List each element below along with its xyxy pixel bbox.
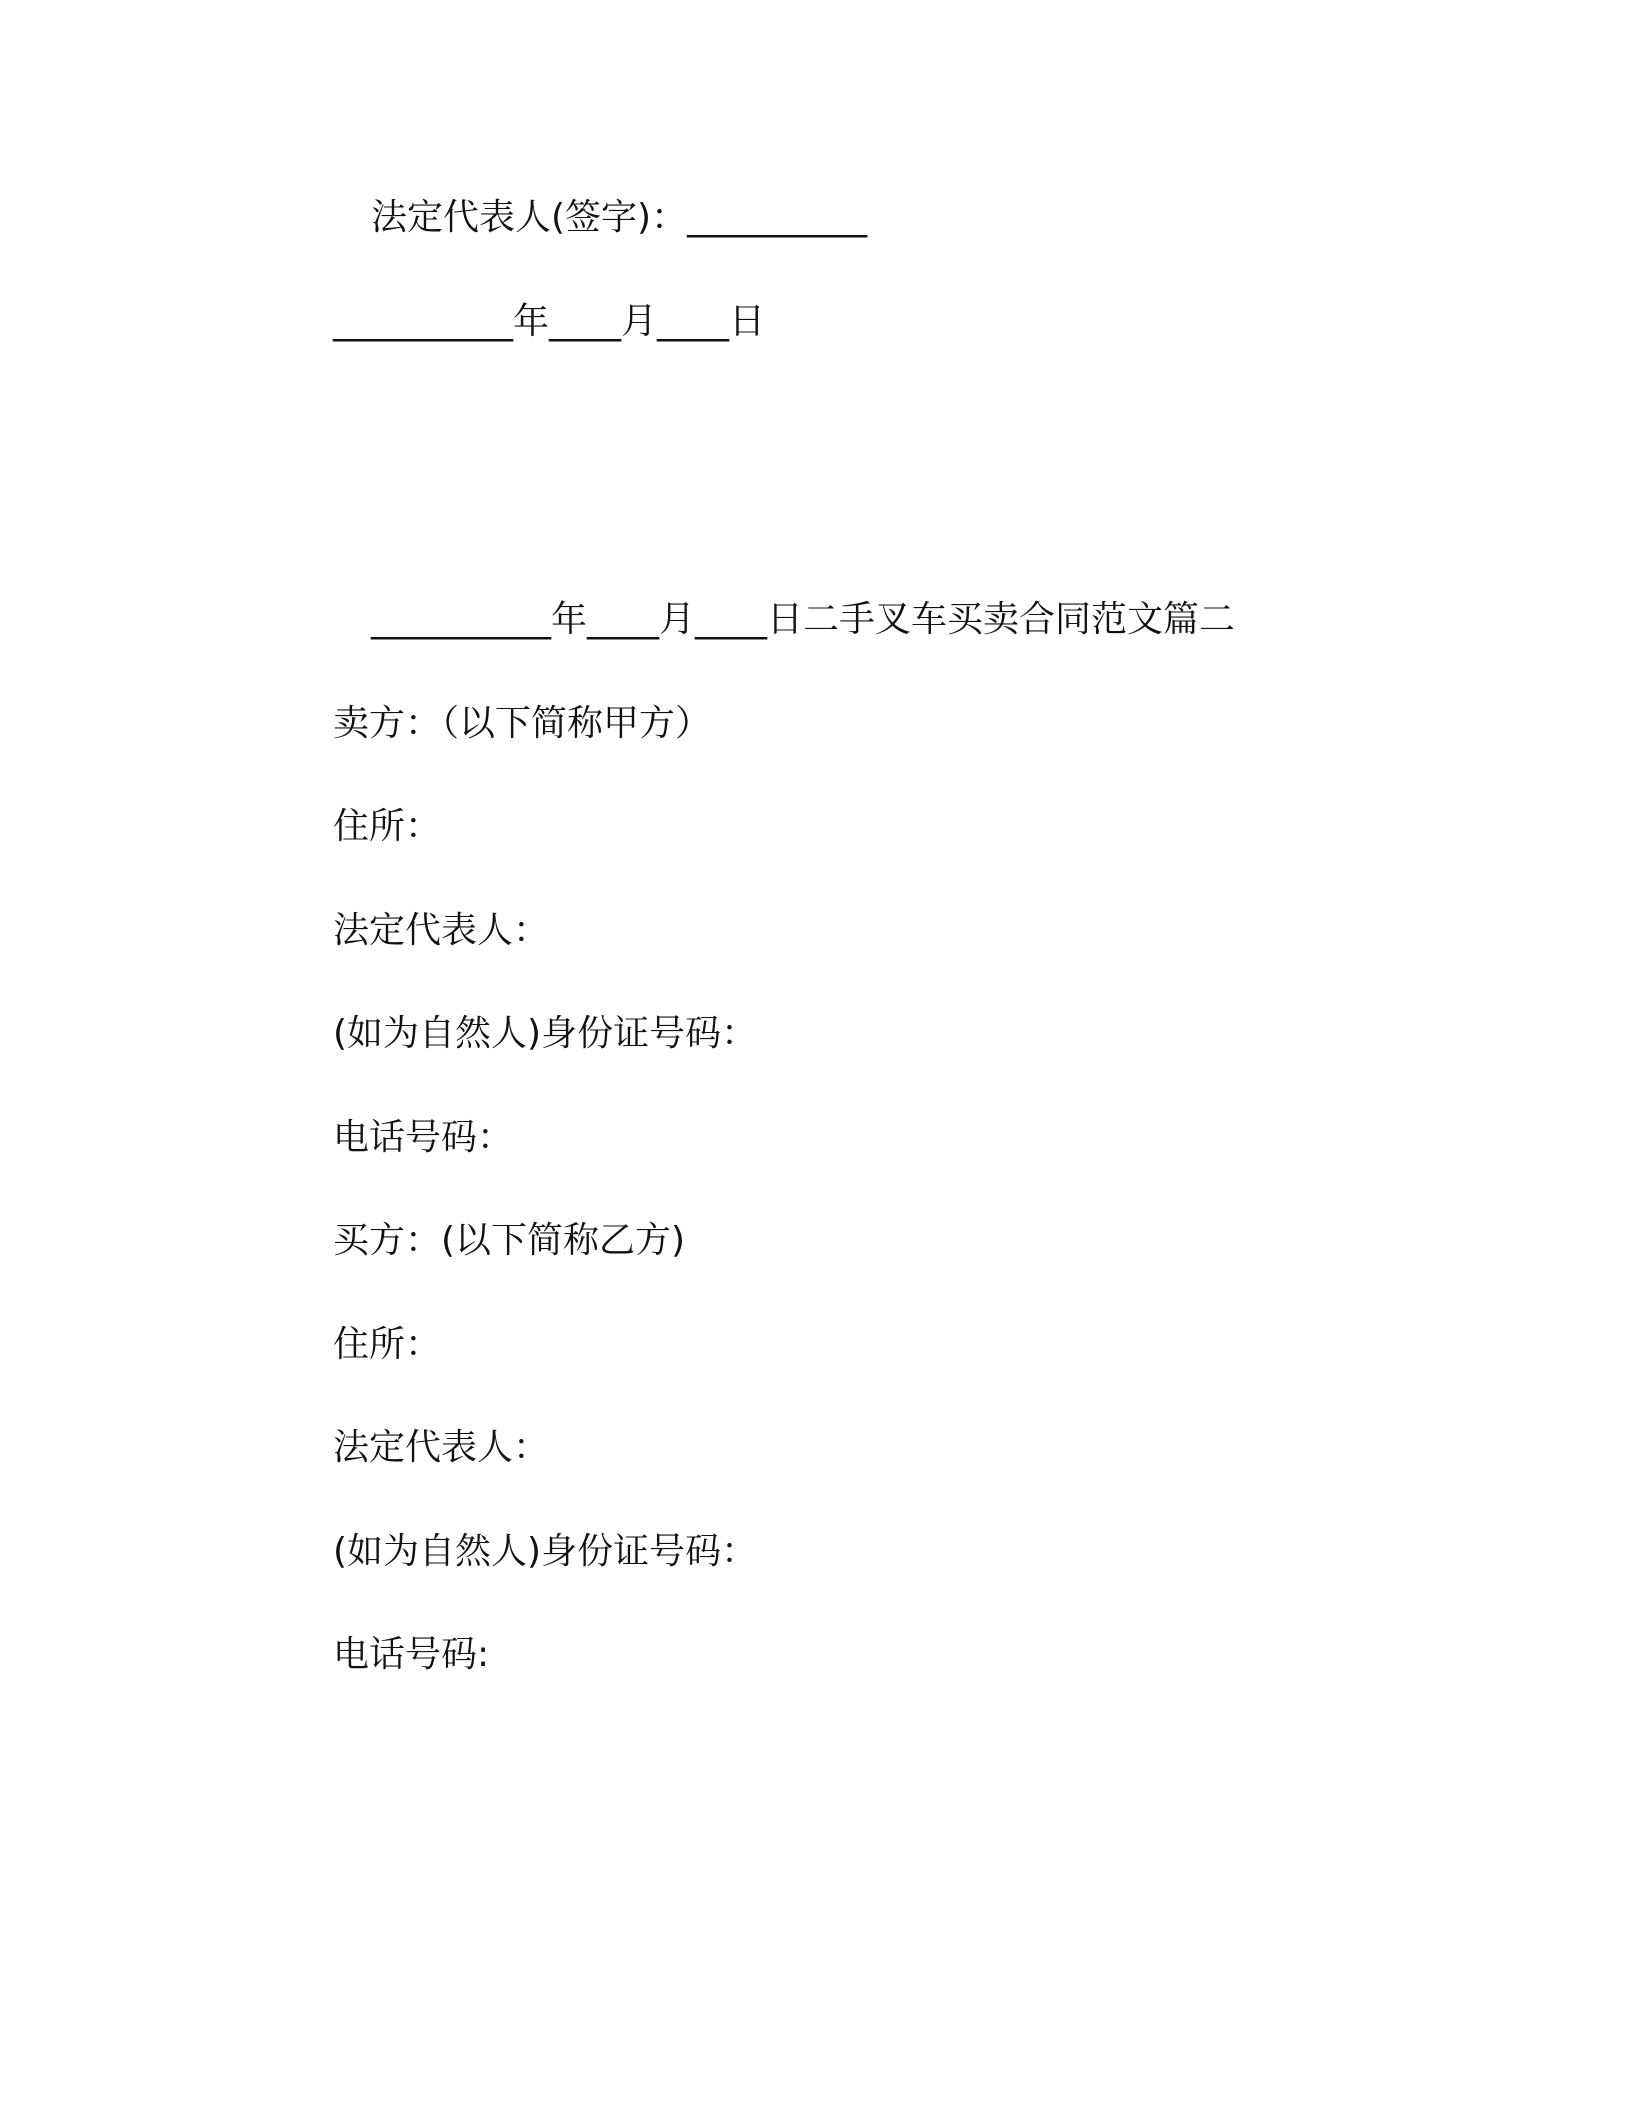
signature-line: 法定代表人(签字)：__________ [371,197,868,238]
seller-phone-label: 电话号码： [333,1117,514,1158]
date-line: __________年____月____日 [333,301,765,342]
seller-address-label: 住所： [333,806,442,847]
seller-representative-label: 法定代表人： [333,910,550,951]
buyer-representative-label: 法定代表人： [333,1427,550,1468]
buyer-phone-label: 电话号码: [333,1634,490,1675]
buyer-id-label: (如为自然人)身份证号码： [333,1531,758,1572]
section-heading: __________年____月____日二手叉车买卖合同范文篇二 [371,599,1236,640]
seller-label: 卖方：（以下简称甲方） [333,703,712,744]
seller-id-label: (如为自然人)身份证号码： [333,1013,758,1054]
buyer-label: 买方：(以下简称乙方) [333,1220,686,1261]
buyer-address-label: 住所： [333,1324,442,1365]
